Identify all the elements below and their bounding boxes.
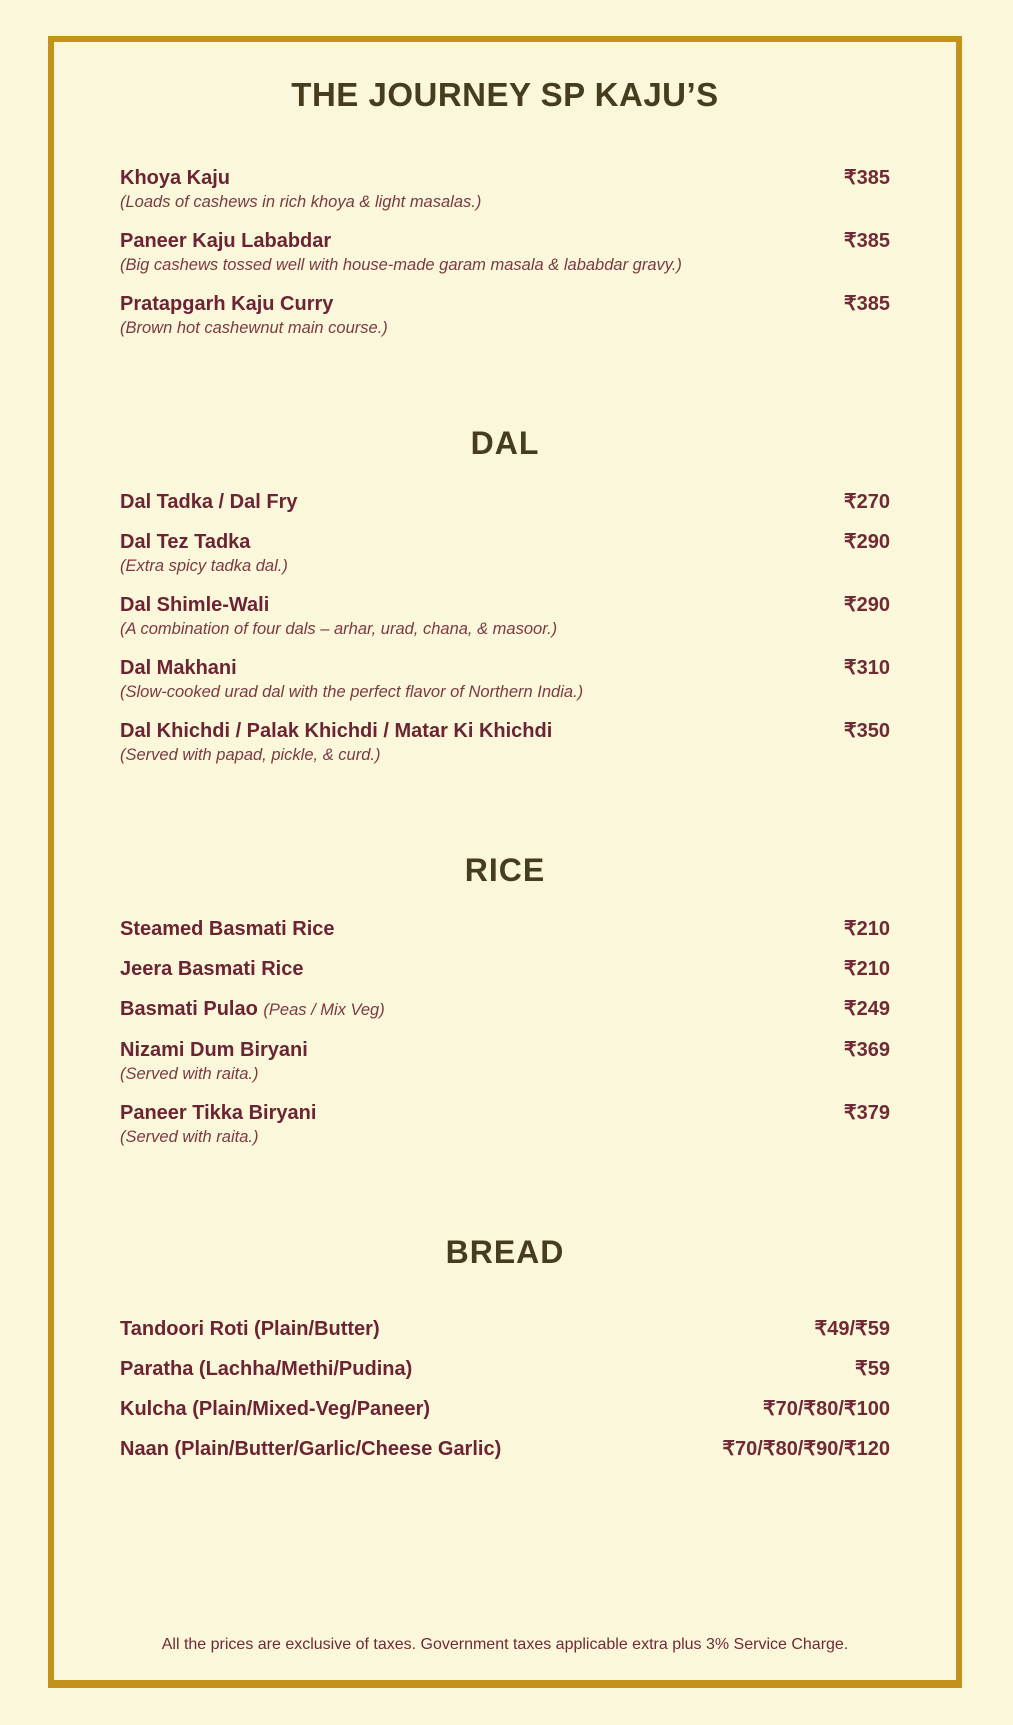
item-name: Paratha (Lachha/Methi/Pudina) bbox=[120, 1358, 413, 1380]
menu-item bbox=[120, 490, 890, 514]
item-name: Dal Makhani bbox=[120, 657, 237, 679]
menu-item bbox=[120, 656, 890, 703]
item-name: Pratapgarh Kaju Curry bbox=[120, 293, 334, 315]
menu-item bbox=[120, 1101, 890, 1148]
item-text bbox=[120, 530, 288, 577]
item-text bbox=[120, 997, 385, 1022]
item-price: ₹70/₹80/₹100 bbox=[762, 1398, 890, 1420]
item-price: ₹369 bbox=[843, 1039, 890, 1061]
menu-page-frame bbox=[48, 36, 962, 1688]
item-description: (Loads of cashews in rich khoya & light masalas.) bbox=[120, 193, 482, 211]
item-text bbox=[120, 656, 583, 703]
menu-item bbox=[120, 1038, 890, 1085]
item-name: Khoya Kaju bbox=[120, 167, 231, 189]
item-price: ₹385 bbox=[843, 293, 890, 315]
item-name: Paneer Kaju Lababdar bbox=[120, 230, 332, 252]
menu-item bbox=[120, 166, 890, 213]
item-name: Nizami Dum Biryani bbox=[120, 1039, 308, 1061]
item-price: ₹350 bbox=[843, 720, 890, 742]
tax-disclaimer: All the prices are exclusive of taxes. Government taxes applicable extra plus 3% Service Charge. bbox=[161, 1636, 849, 1653]
item-price: ₹385 bbox=[843, 230, 890, 252]
item-text bbox=[120, 490, 297, 514]
item-description: (Served with raita.) bbox=[120, 1065, 259, 1083]
item-description: (Slow-cooked urad dal with the perfect flavor of Northern India.) bbox=[120, 683, 584, 701]
menu-item bbox=[120, 997, 890, 1022]
item-text bbox=[120, 1038, 308, 1085]
item-text bbox=[120, 1357, 412, 1381]
menu-item bbox=[120, 530, 890, 577]
item-name-note: (Peas / Mix Veg) bbox=[263, 1001, 385, 1019]
item-price: ₹210 bbox=[843, 958, 890, 980]
item-price: ₹249 bbox=[843, 998, 890, 1020]
item-name: Kulcha (Plain/Mixed-Veg/Paneer) bbox=[120, 1398, 431, 1420]
item-price: ₹290 bbox=[843, 594, 890, 616]
section-heading-bread: BREAD bbox=[445, 1234, 565, 1270]
item-price: ₹70/₹80/₹90/₹120 bbox=[722, 1438, 890, 1460]
item-text bbox=[120, 593, 557, 640]
item-price: ₹59 bbox=[855, 1358, 890, 1380]
item-text bbox=[120, 1437, 501, 1461]
section-heading-rice: RICE bbox=[464, 852, 546, 888]
item-price: ₹290 bbox=[843, 531, 890, 553]
item-name: Steamed Basmati Rice bbox=[120, 918, 335, 940]
item-price: ₹379 bbox=[843, 1102, 890, 1124]
page-title: THE JOURNEY SP KAJU’S bbox=[291, 76, 719, 113]
menu-item bbox=[120, 1437, 890, 1461]
item-price: ₹210 bbox=[843, 918, 890, 940]
item-price: ₹385 bbox=[843, 167, 890, 189]
item-name-text: Basmati Pulao bbox=[120, 998, 258, 1020]
item-text bbox=[120, 229, 682, 276]
item-description: (Served with papad, pickle, & curd.) bbox=[120, 746, 381, 764]
item-name: Naan (Plain/Butter/Garlic/Cheese Garlic) bbox=[120, 1438, 502, 1460]
item-description: (Brown hot cashewnut main course.) bbox=[120, 319, 388, 337]
menu-item bbox=[120, 917, 890, 941]
menu-item bbox=[120, 719, 890, 766]
item-text bbox=[120, 1101, 316, 1148]
item-name: Paneer Tikka Biryani bbox=[120, 1102, 317, 1124]
menu-item bbox=[120, 593, 890, 640]
menu-item bbox=[120, 957, 890, 981]
item-description: (Big cashews tossed well with house-made garam masala & lababdar gravy.) bbox=[120, 256, 682, 274]
menu-item bbox=[120, 1317, 890, 1341]
item-description: (Served with raita.) bbox=[120, 1128, 259, 1146]
menu-item bbox=[120, 1397, 890, 1421]
item-description: (Extra spicy tadka dal.) bbox=[120, 557, 288, 575]
item-text bbox=[120, 917, 335, 941]
item-price: ₹270 bbox=[843, 491, 890, 513]
section-bread-items bbox=[120, 1317, 890, 1461]
item-text bbox=[120, 292, 388, 339]
menu-item bbox=[120, 229, 890, 276]
item-text bbox=[120, 719, 552, 766]
item-name: Tandoori Roti (Plain/Butter) bbox=[120, 1318, 380, 1340]
item-name: Dal Khichdi / Palak Khichdi / Matar Ki Khichdi bbox=[120, 720, 553, 742]
item-text bbox=[120, 166, 481, 213]
item-name: Dal Tez Tadka bbox=[120, 531, 251, 553]
item-description: (A combination of four dals – arhar, urad, chana, & masoor.) bbox=[120, 620, 558, 638]
section-rice-items bbox=[120, 917, 890, 1148]
item-text bbox=[120, 1397, 430, 1421]
item-name: Jeera Basmati Rice bbox=[120, 958, 304, 980]
section-kaju-items bbox=[120, 166, 890, 339]
section-heading-dal: DAL bbox=[470, 425, 540, 461]
item-text bbox=[120, 957, 303, 981]
item-name: Dal Shimle-Wali bbox=[120, 594, 270, 616]
item-name bbox=[120, 997, 385, 1022]
menu-item bbox=[120, 292, 890, 339]
item-price: ₹310 bbox=[843, 657, 890, 679]
menu-item bbox=[120, 1357, 890, 1381]
item-text bbox=[120, 1317, 380, 1341]
section-dal-items bbox=[120, 490, 890, 766]
item-name: Dal Tadka / Dal Fry bbox=[120, 491, 298, 513]
item-price: ₹49/₹59 bbox=[814, 1318, 890, 1340]
